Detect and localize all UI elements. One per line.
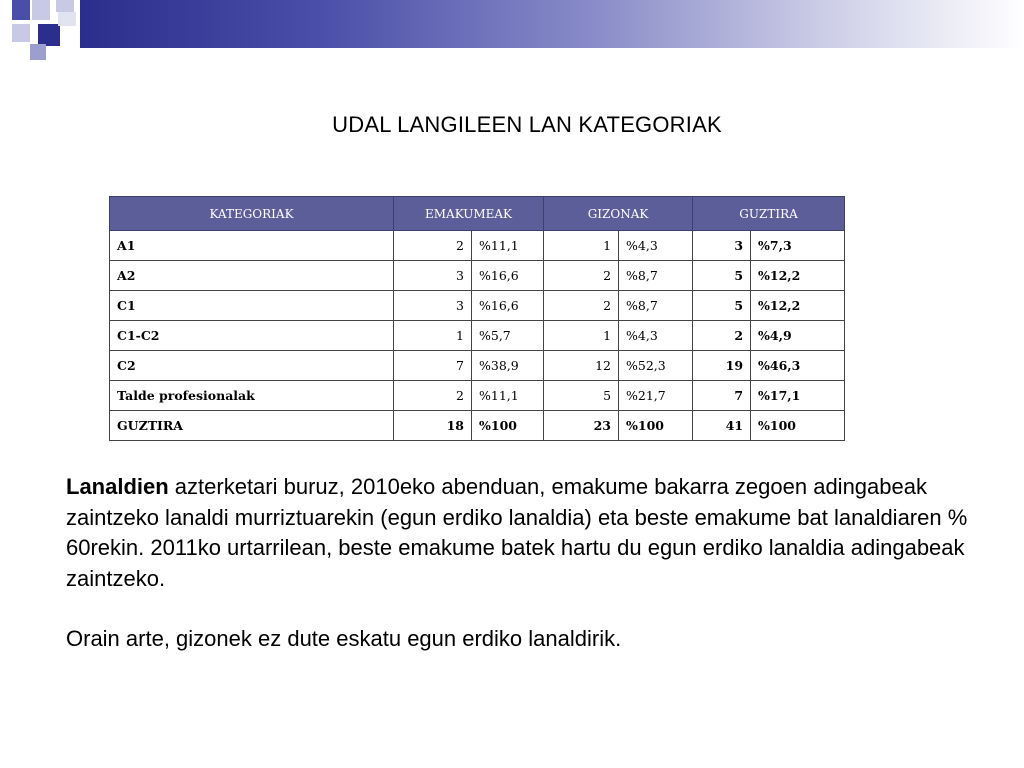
total-percent-cell: %7,3: [751, 231, 845, 261]
category-cell: A2: [110, 261, 394, 291]
header-emakumeak: EMAKUMEAK: [394, 197, 544, 231]
men-count-cell: 2: [544, 291, 619, 321]
decor-square: [30, 44, 46, 60]
women-count-cell: 2: [394, 381, 472, 411]
categories-table: [109, 196, 845, 441]
decor-square: [58, 12, 76, 26]
women-percent-cell: %100: [472, 411, 544, 441]
women-percent-cell: %5,7: [472, 321, 544, 351]
table-row: [110, 261, 845, 291]
category-cell: C1: [110, 291, 394, 321]
total-percent-cell: %12,2: [751, 291, 845, 321]
men-count-cell: 1: [544, 231, 619, 261]
men-percent-cell: %4,3: [619, 321, 693, 351]
men-percent-cell: %21,7: [619, 381, 693, 411]
total-count-cell: 5: [693, 291, 751, 321]
women-count-cell: 7: [394, 351, 472, 381]
category-cell: GUZTIRA: [110, 411, 394, 441]
men-percent-cell: %4,3: [619, 231, 693, 261]
total-count-cell: 2: [693, 321, 751, 351]
women-count-cell: 1: [394, 321, 472, 351]
slide-title: UDAL LANGILEEN LAN KATEGORIAK: [332, 112, 722, 137]
paragraph-2: Orain arte, gizonek ez dute eskatu egun erdiko lanaldirik.: [66, 626, 622, 651]
table-row: [110, 321, 845, 351]
women-percent-cell: %11,1: [472, 231, 544, 261]
table-row: [110, 351, 845, 381]
table-row: [110, 381, 845, 411]
header-kategoriak: KATEGORIAK: [110, 197, 394, 231]
total-percent-cell: %12,2: [751, 261, 845, 291]
total-count-cell: 41: [693, 411, 751, 441]
men-count-cell: 5: [544, 381, 619, 411]
total-count-cell: 3: [693, 231, 751, 261]
women-percent-cell: %11,1: [472, 381, 544, 411]
body-text: [66, 472, 986, 655]
table-row: [110, 411, 845, 441]
decor-square: [56, 0, 74, 12]
total-count-cell: 19: [693, 351, 751, 381]
men-count-cell: 23: [544, 411, 619, 441]
decor-square: [38, 24, 60, 46]
category-cell: Talde profesionalak: [110, 381, 394, 411]
women-count-cell: 2: [394, 231, 472, 261]
table-row: [110, 231, 845, 261]
women-percent-cell: %16,6: [472, 261, 544, 291]
category-cell: C1-C2: [110, 321, 394, 351]
decor-square: [32, 0, 50, 20]
paragraph-1: [66, 472, 986, 594]
total-count-cell: 7: [693, 381, 751, 411]
table-row: [110, 291, 845, 321]
header-guztira: GUZTIRA: [693, 197, 845, 231]
men-percent-cell: %52,3: [619, 351, 693, 381]
decor-square: [12, 0, 30, 20]
women-percent-cell: %16,6: [472, 291, 544, 321]
men-percent-cell: %100: [619, 411, 693, 441]
men-count-cell: 1: [544, 321, 619, 351]
total-percent-cell: %4,9: [751, 321, 845, 351]
men-count-cell: 2: [544, 261, 619, 291]
paragraph-1-bold: Lanaldien: [66, 474, 169, 499]
table-header-row: [110, 197, 845, 231]
men-percent-cell: %8,7: [619, 291, 693, 321]
women-count-cell: 18: [394, 411, 472, 441]
men-percent-cell: %8,7: [619, 261, 693, 291]
total-percent-cell: %17,1: [751, 381, 845, 411]
women-count-cell: 3: [394, 261, 472, 291]
women-count-cell: 3: [394, 291, 472, 321]
category-cell: A1: [110, 231, 394, 261]
men-count-cell: 12: [544, 351, 619, 381]
category-cell: C2: [110, 351, 394, 381]
total-count-cell: 5: [693, 261, 751, 291]
total-percent-cell: %100: [751, 411, 845, 441]
decor-square: [12, 24, 30, 42]
header-gizonak: GIZONAK: [544, 197, 693, 231]
header-gradient-band: [80, 0, 1024, 48]
paragraph-1-text: azterketari buruz, 2010eko abenduan, emakume bakarra zegoen adingabeak zaintzeko lanaldi murriztuarekin (egun erdiko lanaldia) eta beste emakume bat lanaldiaren % 60rekin. 2011ko urtarrilean, beste emakume batek hartu du egun erdiko lanaldia adingabeak zaintzeko.: [66, 474, 968, 591]
total-percent-cell: %46,3: [751, 351, 845, 381]
women-percent-cell: %38,9: [472, 351, 544, 381]
